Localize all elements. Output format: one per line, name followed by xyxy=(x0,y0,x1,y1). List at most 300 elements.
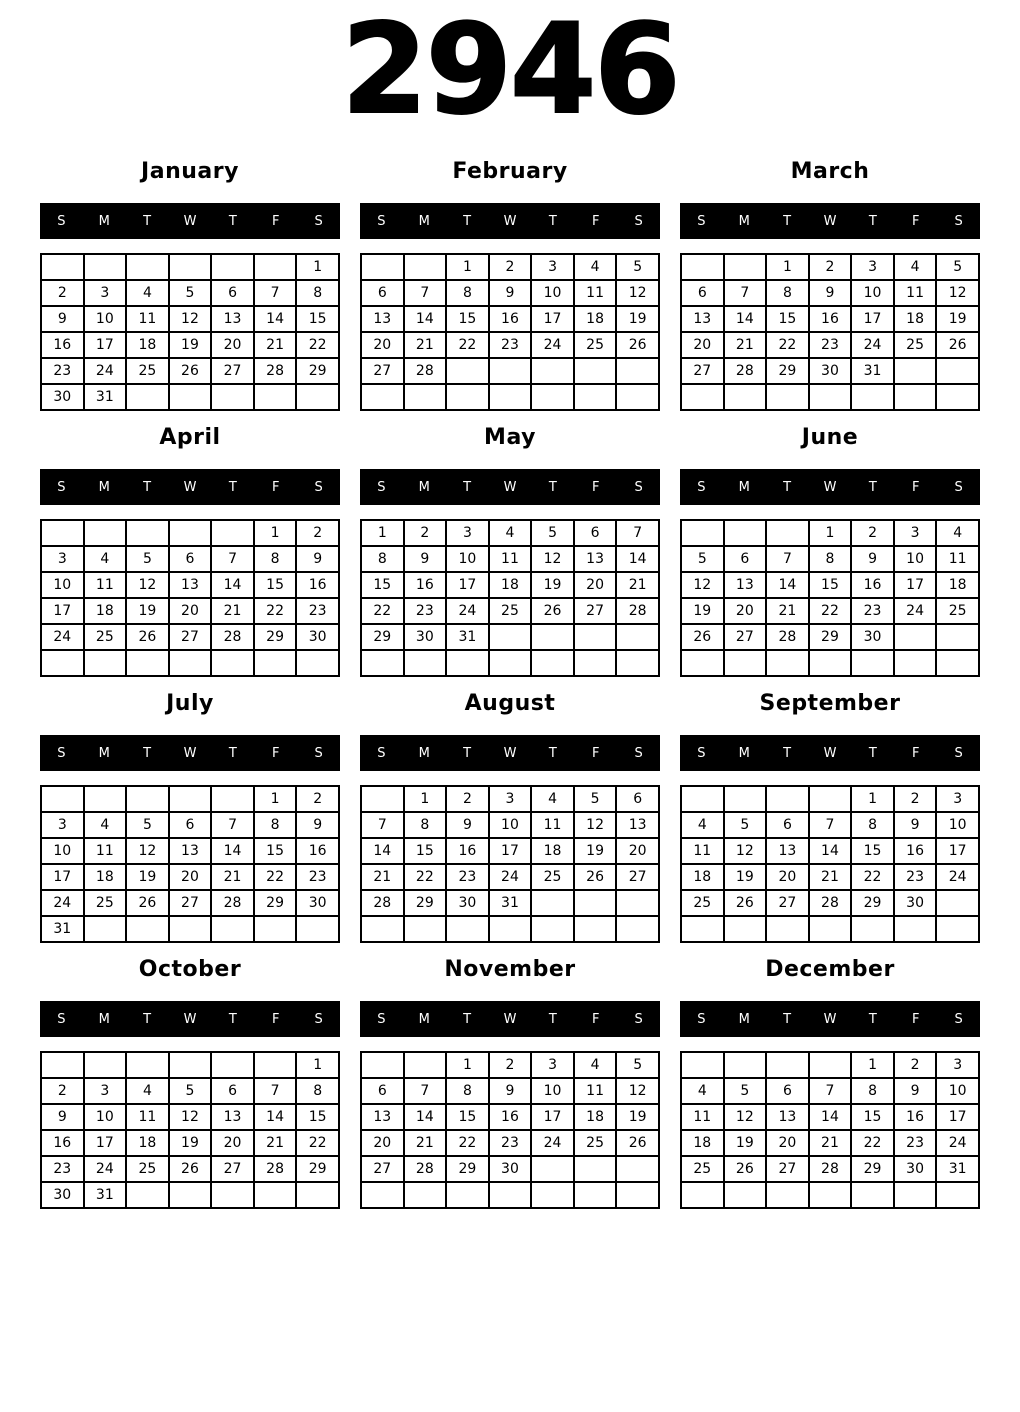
day-cell: 27 xyxy=(169,624,212,650)
day-cell: 19 xyxy=(616,306,659,332)
empty-day-cell xyxy=(531,1156,574,1182)
empty-day-cell xyxy=(169,520,212,546)
day-cell: 30 xyxy=(41,384,84,410)
weekday-label: S xyxy=(377,213,386,229)
day-cell: 23 xyxy=(404,598,447,624)
day-cell: 13 xyxy=(211,1104,254,1130)
day-cell: 8 xyxy=(296,280,339,306)
day-cell: 23 xyxy=(41,358,84,384)
day-cell: 11 xyxy=(681,1104,724,1130)
empty-day-cell xyxy=(681,384,724,410)
empty-day-cell xyxy=(574,624,617,650)
empty-day-cell xyxy=(724,786,767,812)
week-row xyxy=(361,254,659,280)
day-cell: 15 xyxy=(766,306,809,332)
empty-day-cell xyxy=(84,786,127,812)
weekday-label: S xyxy=(954,213,963,229)
day-cell: 25 xyxy=(531,864,574,890)
empty-day-cell xyxy=(169,384,212,410)
day-cell: 5 xyxy=(169,1078,212,1104)
weekday-label: S xyxy=(634,213,643,229)
day-cell: 26 xyxy=(936,332,979,358)
week-row xyxy=(681,1130,979,1156)
month-grid xyxy=(40,253,340,411)
month-grid xyxy=(360,785,660,943)
week-row xyxy=(681,864,979,890)
day-cell: 3 xyxy=(531,1052,574,1078)
day-cell: 25 xyxy=(489,598,532,624)
day-cell: 13 xyxy=(766,838,809,864)
day-cell: 1 xyxy=(361,520,404,546)
week-row xyxy=(361,786,659,812)
empty-day-cell xyxy=(531,890,574,916)
day-cell: 11 xyxy=(574,280,617,306)
day-cell: 10 xyxy=(531,1078,574,1104)
empty-day-cell xyxy=(809,786,852,812)
day-cell: 30 xyxy=(404,624,447,650)
day-cell: 3 xyxy=(894,520,937,546)
week-row xyxy=(681,624,979,650)
day-cell: 27 xyxy=(724,624,767,650)
week-row xyxy=(681,546,979,572)
day-cell: 3 xyxy=(851,254,894,280)
day-cell: 27 xyxy=(361,1156,404,1182)
day-cell: 29 xyxy=(766,358,809,384)
month-title: September xyxy=(759,691,901,716)
day-cell: 20 xyxy=(361,332,404,358)
weekday-label: F xyxy=(591,745,600,761)
week-row xyxy=(681,916,979,942)
month-calendar-april xyxy=(40,424,340,677)
day-cell: 15 xyxy=(296,306,339,332)
day-cell: 20 xyxy=(574,572,617,598)
weekday-header-row xyxy=(680,1001,980,1037)
day-cell: 5 xyxy=(126,546,169,572)
day-cell: 16 xyxy=(894,1104,937,1130)
day-cell: 12 xyxy=(169,1104,212,1130)
day-cell: 6 xyxy=(169,546,212,572)
week-row xyxy=(361,1052,659,1078)
day-cell: 29 xyxy=(254,890,297,916)
day-cell: 19 xyxy=(936,306,979,332)
day-cell: 14 xyxy=(809,1104,852,1130)
week-row xyxy=(41,332,339,358)
day-cell: 25 xyxy=(84,624,127,650)
week-row xyxy=(41,1078,339,1104)
day-cell: 21 xyxy=(211,598,254,624)
day-cell: 10 xyxy=(446,546,489,572)
week-row xyxy=(681,332,979,358)
day-cell: 11 xyxy=(531,812,574,838)
day-cell: 28 xyxy=(724,358,767,384)
day-cell: 29 xyxy=(361,624,404,650)
day-cell: 29 xyxy=(446,1156,489,1182)
day-cell: 6 xyxy=(681,280,724,306)
day-cell: 31 xyxy=(936,1156,979,1182)
day-cell: 17 xyxy=(489,838,532,864)
day-cell: 10 xyxy=(894,546,937,572)
empty-day-cell xyxy=(724,520,767,546)
weekday-label: S xyxy=(697,213,706,229)
empty-day-cell xyxy=(851,1182,894,1208)
month-grid xyxy=(680,519,980,677)
empty-day-cell xyxy=(894,384,937,410)
day-cell: 6 xyxy=(169,812,212,838)
day-cell: 8 xyxy=(361,546,404,572)
week-row xyxy=(681,280,979,306)
day-cell: 17 xyxy=(41,598,84,624)
empty-day-cell xyxy=(84,1052,127,1078)
day-cell: 30 xyxy=(296,890,339,916)
week-row xyxy=(361,650,659,676)
empty-day-cell xyxy=(489,650,532,676)
week-row xyxy=(361,546,659,572)
day-cell: 9 xyxy=(404,546,447,572)
day-cell: 18 xyxy=(574,1104,617,1130)
weekday-label: F xyxy=(911,479,920,495)
day-cell: 11 xyxy=(574,1078,617,1104)
day-cell: 26 xyxy=(616,332,659,358)
empty-day-cell xyxy=(616,650,659,676)
weekday-label: T xyxy=(868,213,877,229)
day-cell: 28 xyxy=(404,358,447,384)
weekday-label: T xyxy=(463,745,472,761)
day-cell: 27 xyxy=(574,598,617,624)
day-cell: 31 xyxy=(851,358,894,384)
weekday-header-row xyxy=(680,735,980,771)
day-cell: 5 xyxy=(126,812,169,838)
day-cell: 30 xyxy=(809,358,852,384)
day-cell: 4 xyxy=(574,1052,617,1078)
day-cell: 1 xyxy=(809,520,852,546)
day-cell: 22 xyxy=(296,1130,339,1156)
day-cell: 2 xyxy=(489,1052,532,1078)
day-cell: 29 xyxy=(404,890,447,916)
empty-day-cell xyxy=(681,254,724,280)
day-cell: 14 xyxy=(809,838,852,864)
day-cell: 11 xyxy=(489,546,532,572)
day-cell: 10 xyxy=(84,306,127,332)
empty-day-cell xyxy=(616,358,659,384)
month-calendar-june xyxy=(680,424,980,677)
empty-day-cell xyxy=(616,384,659,410)
empty-day-cell xyxy=(531,384,574,410)
week-row xyxy=(41,650,339,676)
day-cell: 16 xyxy=(489,306,532,332)
day-cell: 29 xyxy=(851,890,894,916)
empty-day-cell xyxy=(616,890,659,916)
day-cell: 24 xyxy=(84,358,127,384)
weekday-header-row xyxy=(680,469,980,505)
empty-day-cell xyxy=(809,1182,852,1208)
day-cell: 14 xyxy=(211,572,254,598)
empty-day-cell xyxy=(84,650,127,676)
day-cell: 4 xyxy=(894,254,937,280)
weekday-header-row xyxy=(680,203,980,239)
empty-day-cell xyxy=(851,650,894,676)
day-cell: 17 xyxy=(84,1130,127,1156)
empty-day-cell xyxy=(766,1182,809,1208)
weekday-label: F xyxy=(271,745,280,761)
day-cell: 11 xyxy=(936,546,979,572)
day-cell: 25 xyxy=(894,332,937,358)
day-cell: 28 xyxy=(211,890,254,916)
empty-day-cell xyxy=(296,650,339,676)
week-row xyxy=(681,384,979,410)
day-cell: 4 xyxy=(681,1078,724,1104)
weekday-header-row xyxy=(360,469,660,505)
day-cell: 18 xyxy=(681,1130,724,1156)
empty-day-cell xyxy=(126,1052,169,1078)
empty-day-cell xyxy=(724,650,767,676)
weekday-label: M xyxy=(738,1011,750,1027)
day-cell: 25 xyxy=(574,1130,617,1156)
week-row xyxy=(361,572,659,598)
day-cell: 16 xyxy=(41,332,84,358)
empty-day-cell xyxy=(404,1052,447,1078)
empty-day-cell xyxy=(296,916,339,942)
day-cell: 14 xyxy=(361,838,404,864)
day-cell: 9 xyxy=(894,812,937,838)
day-cell: 5 xyxy=(616,1052,659,1078)
day-cell: 5 xyxy=(724,812,767,838)
weekday-label: S xyxy=(954,479,963,495)
month-grid xyxy=(40,785,340,943)
weekday-header-row xyxy=(360,1001,660,1037)
empty-day-cell xyxy=(126,786,169,812)
weekday-header-row xyxy=(40,735,340,771)
empty-day-cell xyxy=(936,650,979,676)
weekday-label: T xyxy=(548,745,557,761)
day-cell: 20 xyxy=(169,598,212,624)
empty-day-cell xyxy=(809,1052,852,1078)
empty-day-cell xyxy=(766,1052,809,1078)
day-cell: 12 xyxy=(724,1104,767,1130)
day-cell: 4 xyxy=(574,254,617,280)
weekday-label: F xyxy=(591,213,600,229)
day-cell: 2 xyxy=(489,254,532,280)
weekday-label: W xyxy=(183,745,197,761)
day-cell: 13 xyxy=(574,546,617,572)
day-cell: 7 xyxy=(211,546,254,572)
day-cell: 3 xyxy=(84,280,127,306)
day-cell: 16 xyxy=(894,838,937,864)
day-cell: 3 xyxy=(531,254,574,280)
weekday-label: M xyxy=(738,479,750,495)
weekday-label: W xyxy=(503,213,517,229)
day-cell: 16 xyxy=(809,306,852,332)
day-cell: 8 xyxy=(446,280,489,306)
day-cell: 12 xyxy=(574,812,617,838)
month-title: July xyxy=(166,691,214,716)
week-row xyxy=(681,890,979,916)
weekday-label: W xyxy=(503,479,517,495)
day-cell: 6 xyxy=(766,812,809,838)
day-cell: 27 xyxy=(211,358,254,384)
empty-day-cell xyxy=(766,916,809,942)
day-cell: 28 xyxy=(211,624,254,650)
day-cell: 2 xyxy=(41,1078,84,1104)
empty-day-cell xyxy=(894,358,937,384)
weekday-label: S xyxy=(57,213,66,229)
empty-day-cell xyxy=(489,384,532,410)
day-cell: 26 xyxy=(724,1156,767,1182)
day-cell: 28 xyxy=(254,358,297,384)
week-row xyxy=(41,890,339,916)
day-cell: 8 xyxy=(254,812,297,838)
day-cell: 23 xyxy=(446,864,489,890)
day-cell: 31 xyxy=(446,624,489,650)
day-cell: 1 xyxy=(446,1052,489,1078)
day-cell: 9 xyxy=(296,546,339,572)
day-cell: 12 xyxy=(126,572,169,598)
empty-day-cell xyxy=(361,786,404,812)
day-cell: 12 xyxy=(616,280,659,306)
day-cell: 29 xyxy=(809,624,852,650)
weekday-label: M xyxy=(418,1011,430,1027)
day-cell: 22 xyxy=(766,332,809,358)
week-row xyxy=(681,598,979,624)
day-cell: 28 xyxy=(254,1156,297,1182)
day-cell: 6 xyxy=(211,280,254,306)
empty-day-cell xyxy=(574,1182,617,1208)
day-cell: 8 xyxy=(296,1078,339,1104)
weekday-label: M xyxy=(418,213,430,229)
day-cell: 21 xyxy=(254,1130,297,1156)
empty-day-cell xyxy=(41,786,84,812)
empty-day-cell xyxy=(404,384,447,410)
day-cell: 31 xyxy=(489,890,532,916)
week-row xyxy=(361,890,659,916)
day-cell: 20 xyxy=(766,1130,809,1156)
empty-day-cell xyxy=(84,520,127,546)
empty-day-cell xyxy=(574,384,617,410)
day-cell: 14 xyxy=(724,306,767,332)
empty-day-cell xyxy=(169,916,212,942)
day-cell: 14 xyxy=(766,572,809,598)
day-cell: 5 xyxy=(169,280,212,306)
day-cell: 24 xyxy=(851,332,894,358)
empty-day-cell xyxy=(404,650,447,676)
day-cell: 11 xyxy=(126,306,169,332)
day-cell: 9 xyxy=(894,1078,937,1104)
weekday-label: T xyxy=(228,745,237,761)
day-cell: 18 xyxy=(126,332,169,358)
month-title: August xyxy=(464,691,556,716)
empty-day-cell xyxy=(681,650,724,676)
weekday-label: T xyxy=(783,1011,792,1027)
day-cell: 22 xyxy=(254,598,297,624)
empty-day-cell xyxy=(574,650,617,676)
day-cell: 2 xyxy=(41,280,84,306)
day-cell: 20 xyxy=(616,838,659,864)
day-cell: 28 xyxy=(809,890,852,916)
week-row xyxy=(681,572,979,598)
week-row xyxy=(681,1052,979,1078)
weekday-label: W xyxy=(823,745,837,761)
day-cell: 11 xyxy=(681,838,724,864)
day-cell: 25 xyxy=(681,1156,724,1182)
day-cell: 16 xyxy=(296,838,339,864)
day-cell: 21 xyxy=(616,572,659,598)
day-cell: 19 xyxy=(724,864,767,890)
day-cell: 2 xyxy=(809,254,852,280)
day-cell: 20 xyxy=(211,1130,254,1156)
day-cell: 19 xyxy=(531,572,574,598)
day-cell: 19 xyxy=(126,864,169,890)
week-row xyxy=(41,520,339,546)
empty-day-cell xyxy=(404,916,447,942)
day-cell: 15 xyxy=(446,306,489,332)
empty-day-cell xyxy=(254,1052,297,1078)
day-cell: 21 xyxy=(361,864,404,890)
day-cell: 14 xyxy=(616,546,659,572)
day-cell: 29 xyxy=(851,1156,894,1182)
day-cell: 27 xyxy=(766,890,809,916)
day-cell: 13 xyxy=(361,306,404,332)
weekday-label: W xyxy=(823,479,837,495)
empty-day-cell xyxy=(894,916,937,942)
day-cell: 27 xyxy=(766,1156,809,1182)
week-row xyxy=(41,358,339,384)
week-row xyxy=(41,598,339,624)
day-cell: 6 xyxy=(766,1078,809,1104)
empty-day-cell xyxy=(936,358,979,384)
weekday-label: T xyxy=(463,1011,472,1027)
empty-day-cell xyxy=(616,1182,659,1208)
weekday-label: T xyxy=(783,213,792,229)
week-row xyxy=(361,332,659,358)
day-cell: 6 xyxy=(616,786,659,812)
day-cell: 2 xyxy=(894,1052,937,1078)
week-row xyxy=(361,358,659,384)
day-cell: 30 xyxy=(894,1156,937,1182)
weekday-header-row xyxy=(40,203,340,239)
day-cell: 22 xyxy=(851,864,894,890)
empty-day-cell xyxy=(724,1052,767,1078)
empty-day-cell xyxy=(724,916,767,942)
day-cell: 27 xyxy=(169,890,212,916)
empty-day-cell xyxy=(126,384,169,410)
empty-day-cell xyxy=(851,384,894,410)
day-cell: 23 xyxy=(894,1130,937,1156)
day-cell: 21 xyxy=(766,598,809,624)
day-cell: 7 xyxy=(616,520,659,546)
day-cell: 10 xyxy=(851,280,894,306)
weekday-label: W xyxy=(503,745,517,761)
empty-day-cell xyxy=(404,254,447,280)
day-cell: 24 xyxy=(489,864,532,890)
weekday-label: S xyxy=(314,745,323,761)
weekday-label: T xyxy=(228,479,237,495)
day-cell: 12 xyxy=(169,306,212,332)
empty-day-cell xyxy=(126,916,169,942)
day-cell: 10 xyxy=(936,812,979,838)
weekday-label: F xyxy=(911,213,920,229)
empty-day-cell xyxy=(211,916,254,942)
day-cell: 22 xyxy=(446,332,489,358)
day-cell: 31 xyxy=(84,384,127,410)
day-cell: 5 xyxy=(574,786,617,812)
month-grid xyxy=(40,519,340,677)
weekday-label: T xyxy=(228,213,237,229)
weekday-label: S xyxy=(314,213,323,229)
empty-day-cell xyxy=(126,1182,169,1208)
empty-day-cell xyxy=(724,384,767,410)
empty-day-cell xyxy=(766,520,809,546)
day-cell: 12 xyxy=(531,546,574,572)
day-cell: 2 xyxy=(296,786,339,812)
